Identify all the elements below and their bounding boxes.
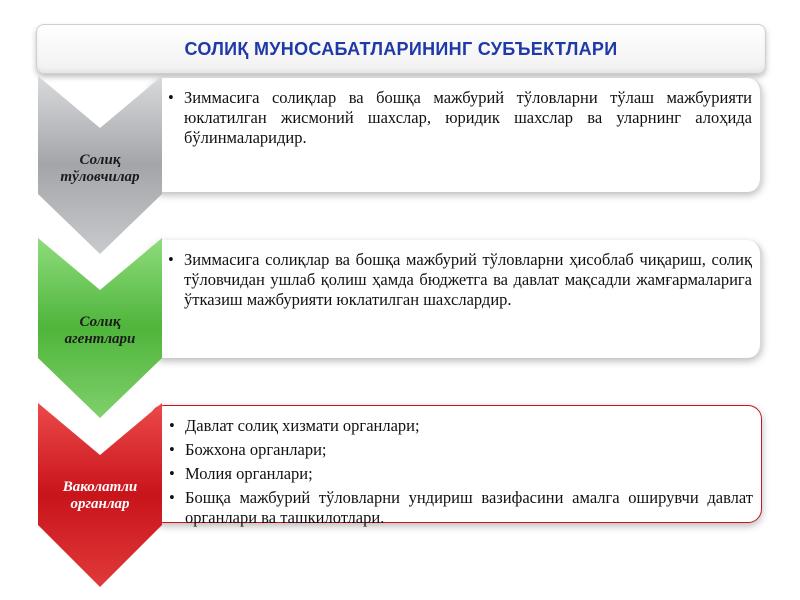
label-line: агентлари	[64, 331, 136, 347]
authorized-bodies-chevron	[38, 403, 162, 587]
taxpayers-chevron	[38, 76, 162, 254]
list-item: • Зиммасига солиқлар ва бошқа мажбурий тўловларни тўлаш мажбурияти юклатилган жисмоний шахслар, юридик шахслар ва уларнинг алоҳида бўлинмаларидир.	[168, 88, 752, 148]
label-line: тўловчилар	[60, 169, 140, 185]
tax-agents-label	[38, 314, 162, 348]
tax-agents-chevron	[38, 238, 162, 418]
list-item: • Молия органлари;	[169, 464, 753, 484]
list-item: • Давлат солиқ хизмати органлари;	[169, 416, 753, 436]
title-bar	[36, 24, 766, 74]
list-item: • Зиммасига солиқлар ва бошқа мажбурий тўловларни ҳисоблаб чиқариш, солиқ тўловчидан ушлаб қолиш ҳамда бюджетга ва давлат мақсадли жамғармаларига ўтказиш мажбурияти юклатилган шахслардир.	[168, 250, 752, 310]
taxpayers-description-box	[150, 78, 762, 192]
label-line: Ваколатли	[62, 479, 138, 495]
authorized-bodies-description-box	[150, 405, 762, 527]
list-item: • Божхона органлари;	[169, 440, 753, 460]
tax-agents-description-box	[150, 240, 762, 358]
label-line: Солиқ	[79, 314, 121, 330]
diagram-title: СОЛИҚ МУНОСАБАТЛАРИНИНГ СУБЪЕКТЛАРИ	[184, 38, 618, 59]
label-line: органлар	[70, 496, 130, 512]
authorized-bodies-label	[38, 479, 162, 513]
taxpayers-label	[38, 152, 162, 186]
label-line: Солиқ	[79, 152, 121, 168]
list-item: • Бошқа мажбурий тўловларни ундириш вазифасини амалга оширувчи давлат органлари ва ташкилотлари.	[169, 488, 753, 528]
